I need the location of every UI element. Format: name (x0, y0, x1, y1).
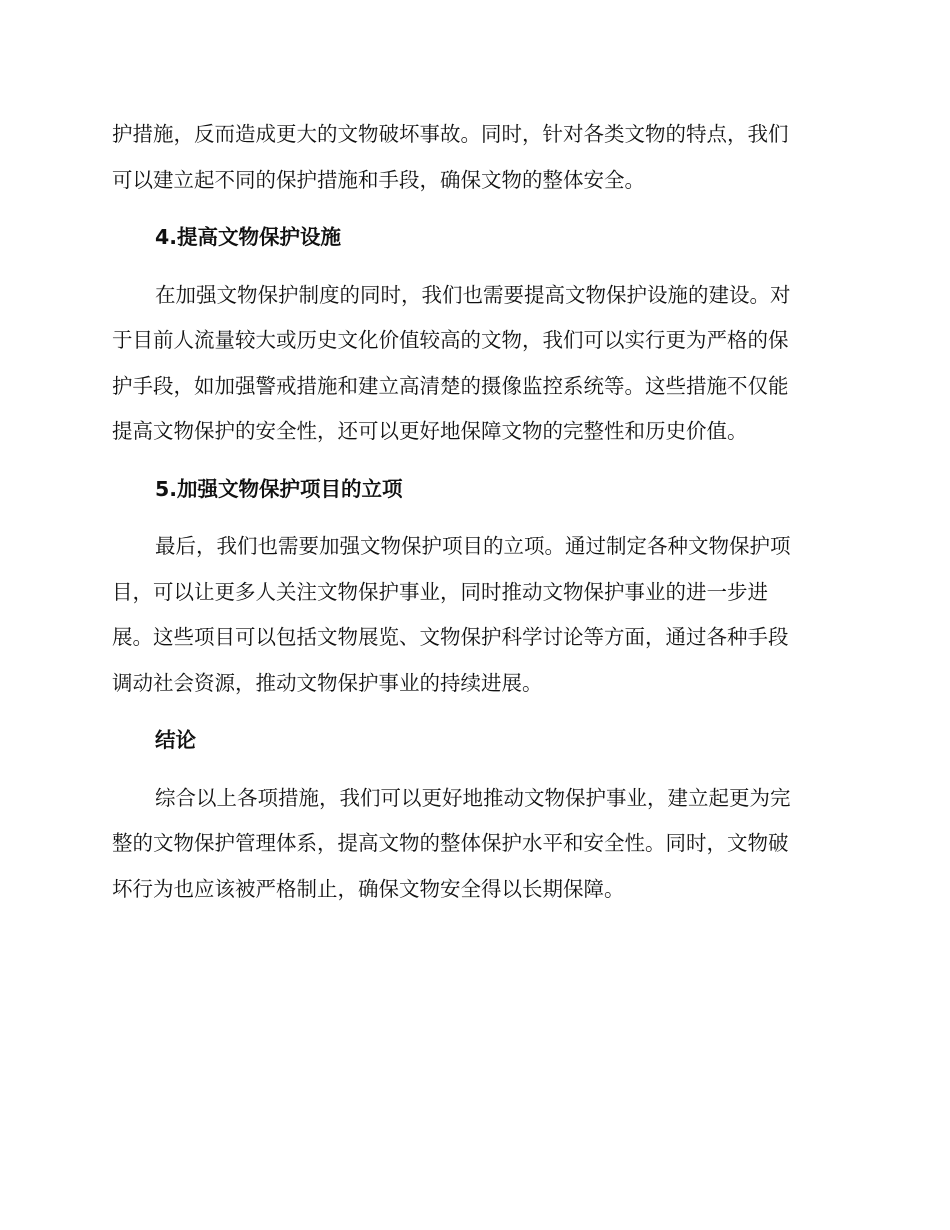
section-heading-projects: 5.加强文物保护项目的立项 (155, 476, 403, 501)
paragraph-line: 提高文物保护的安全性，还可以更好地保障文物的完整性和历史价值。 (112, 419, 748, 443)
paragraph-line: 调动社会资源，推动文物保护事业的持续进展。 (112, 670, 543, 695)
paragraph-line: 护措施，反而造成更大的文物破坏事故。同时，针对各类文物的特点，我们 (112, 122, 789, 146)
paragraph-line: 于目前人流量较大或历史文化价值较高的文物，我们可以实行更为严格的保 (112, 328, 789, 352)
document-body (112, 112, 832, 912)
paragraph-continuation (112, 112, 832, 203)
paragraph-line: 综合以上各项措施，我们可以更好地推动文物保护事业，建立起更为完 (155, 785, 791, 810)
section-heading-facilities: 4.提高文物保护设施 (155, 225, 342, 249)
paragraph-line: 目，可以让更多人关注文物保护事业，同时推动文物保护事业的进一步进 (112, 579, 768, 604)
paragraph-line: 整的文物保护管理体系，提高文物的整体保护水平和安全性。同时，文物破 (112, 831, 789, 855)
paragraph-line: 坏行为也应该被严格制止，确保文物安全得以长期保障。 (112, 876, 625, 901)
section-heading-conclusion: 结论 (155, 728, 196, 752)
paragraph-line: 可以建立起不同的保护措施和手段，确保文物的整体安全。 (112, 167, 645, 192)
paragraph-line: 在加强文物保护制度的同时，我们也需要提高文物保护设施的建设。对 (155, 282, 791, 307)
paragraph-conclusion (112, 776, 832, 913)
paragraph-line: 展。这些项目可以包括文物展览、文物保护科学讨论等方面，通过各种手段 (112, 625, 789, 649)
paragraph-projects (112, 524, 832, 706)
paragraph-line: 最后，我们也需要加强文物保护项目的立项。通过制定各种文物保护项 (155, 534, 791, 558)
paragraph-facilities (112, 273, 832, 455)
paragraph-line: 护手段，如加强警戒措施和建立高清楚的摄像监控系统等。这些措施不仅能 (112, 373, 789, 398)
